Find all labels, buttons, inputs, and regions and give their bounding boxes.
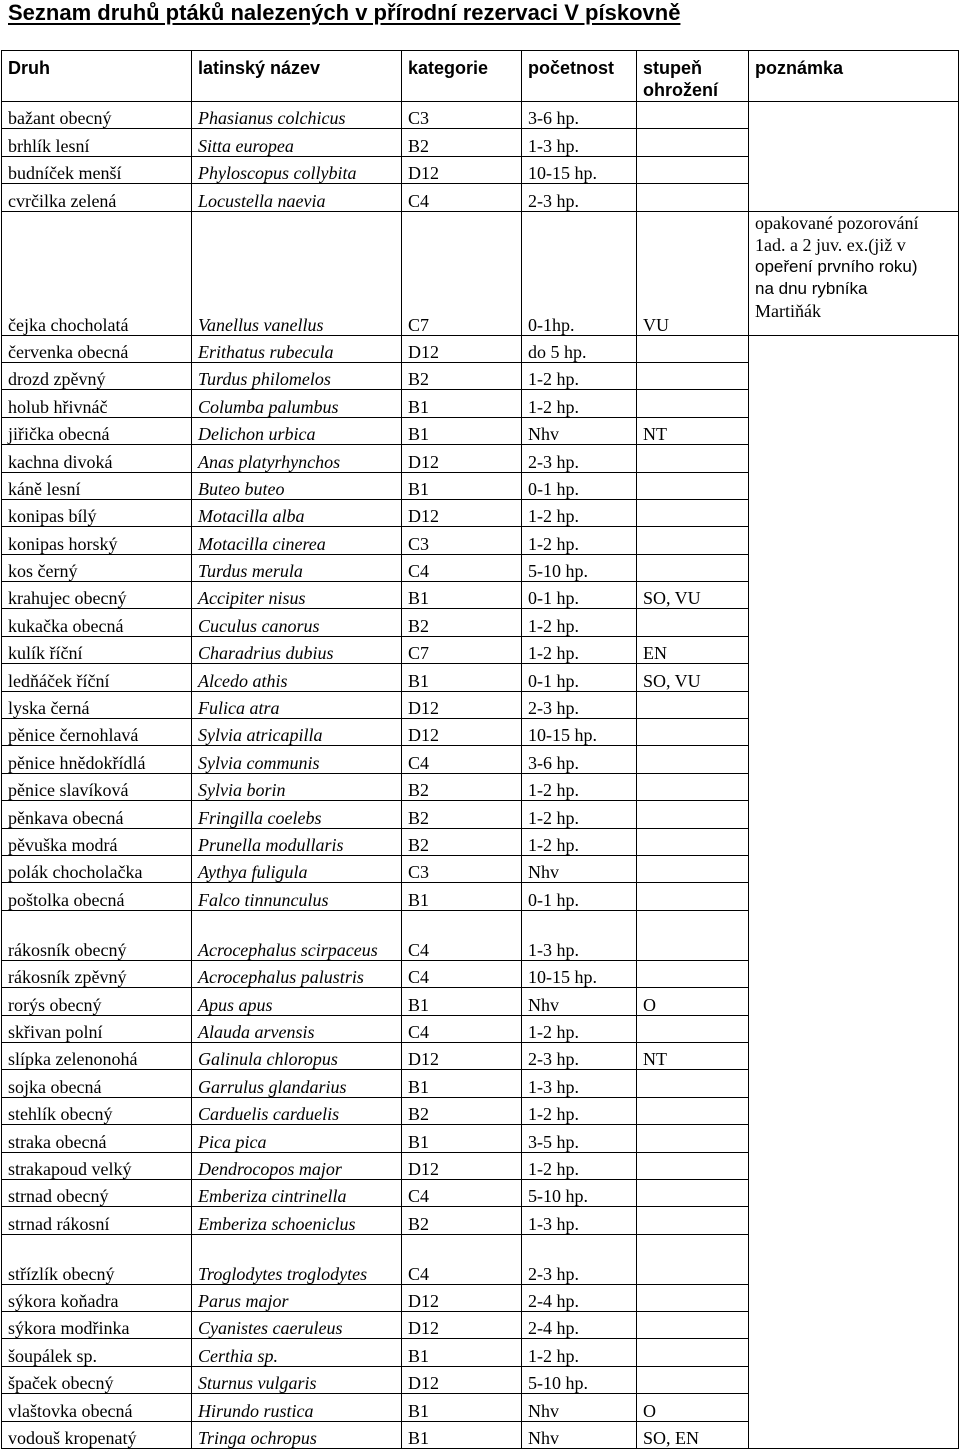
- cell-latin: Turdus philomelos: [192, 362, 402, 389]
- cell-ohrozeni: [637, 828, 749, 855]
- cell-pocetnost: 1-2 hp.: [522, 499, 637, 526]
- cell-pocetnost: 0-1 hp.: [522, 883, 637, 910]
- cell-kategorie: B2: [402, 129, 522, 156]
- cell-pocetnost: 1-3 hp.: [522, 1070, 637, 1097]
- cell-kategorie: B2: [402, 801, 522, 828]
- bird-species-table: [1, 50, 959, 1449]
- cell-pocetnost: do 5 hp.: [522, 335, 637, 362]
- cell-kategorie: C4: [402, 1015, 522, 1042]
- cell-poznamka: [749, 102, 959, 212]
- cell-latin: Buteo buteo: [192, 472, 402, 499]
- cell-druh: rákosník obecný: [2, 910, 192, 960]
- cell-pocetnost: Nhv: [522, 417, 637, 444]
- cell-ohrozeni: [637, 1339, 749, 1366]
- cell-latin: Motacilla alba: [192, 499, 402, 526]
- cell-latin: Carduelis carduelis: [192, 1097, 402, 1124]
- cell-druh: špaček obecný: [2, 1366, 192, 1393]
- cell-kategorie: D12: [402, 1366, 522, 1393]
- cell-latin: Certhia sp.: [192, 1339, 402, 1366]
- header-ohrozeni: stupeň ohrožení: [637, 51, 749, 102]
- cell-ohrozeni: [637, 499, 749, 526]
- cell-druh: strnad rákosní: [2, 1207, 192, 1234]
- cell-druh: kukačka obecná: [2, 609, 192, 636]
- cell-kategorie: D12: [402, 499, 522, 526]
- cell-druh: sýkora koňadra: [2, 1284, 192, 1311]
- cell-druh: červenka obecná: [2, 335, 192, 362]
- cell-ohrozeni: SO, EN: [637, 1421, 749, 1448]
- cell-pocetnost: 0-1hp.: [522, 211, 637, 335]
- cell-ohrozeni: VU: [637, 211, 749, 335]
- cell-latin: Troglodytes troglodytes: [192, 1234, 402, 1284]
- cell-kategorie: B2: [402, 773, 522, 800]
- cell-druh: konipas horský: [2, 527, 192, 554]
- table-row: [2, 335, 959, 362]
- cell-druh: poštolka obecná: [2, 883, 192, 910]
- cell-ohrozeni: [637, 1179, 749, 1206]
- cell-kategorie: D12: [402, 1042, 522, 1069]
- cell-druh: cvrčilka zelená: [2, 184, 192, 211]
- cell-druh: rákosník zpěvný: [2, 960, 192, 987]
- table-row: [2, 102, 959, 129]
- cell-kategorie: C4: [402, 554, 522, 581]
- cell-kategorie: B2: [402, 362, 522, 389]
- cell-latin: Locustella naevia: [192, 184, 402, 211]
- cell-latin: Parus major: [192, 1284, 402, 1311]
- cell-latin: Acrocephalus palustris: [192, 960, 402, 987]
- cell-kategorie: B1: [402, 472, 522, 499]
- cell-latin: Charadrius dubius: [192, 636, 402, 663]
- cell-pocetnost: 2-3 hp.: [522, 691, 637, 718]
- cell-ohrozeni: NT: [637, 1042, 749, 1069]
- cell-druh: drozd zpěvný: [2, 362, 192, 389]
- cell-kategorie: B2: [402, 1207, 522, 1234]
- cell-ohrozeni: [637, 691, 749, 718]
- cell-latin: Apus apus: [192, 988, 402, 1015]
- cell-pocetnost: Nhv: [522, 855, 637, 882]
- cell-latin: Aythya fuligula: [192, 855, 402, 882]
- cell-ohrozeni: [637, 554, 749, 581]
- cell-ohrozeni: [637, 129, 749, 156]
- header-latin: latinský název: [192, 51, 402, 102]
- cell-pocetnost: 2-3 hp.: [522, 184, 637, 211]
- cell-druh: čejka chocholatá: [2, 211, 192, 335]
- cell-latin: Alauda arvensis: [192, 1015, 402, 1042]
- cell-pocetnost: 1-3 hp.: [522, 1207, 637, 1234]
- cell-latin: Acrocephalus scirpaceus: [192, 910, 402, 960]
- cell-kategorie: C4: [402, 1234, 522, 1284]
- cell-ohrozeni: [637, 362, 749, 389]
- cell-druh: pěnice slavíková: [2, 773, 192, 800]
- cell-latin: Emberiza cintrinella: [192, 1179, 402, 1206]
- cell-ohrozeni: [637, 527, 749, 554]
- cell-druh: vodouš kropenatý: [2, 1421, 192, 1448]
- cell-latin: Sylvia communis: [192, 746, 402, 773]
- cell-druh: vlaštovka obecná: [2, 1394, 192, 1421]
- cell-pocetnost: 10-15 hp.: [522, 719, 637, 746]
- cell-kategorie: C4: [402, 910, 522, 960]
- header-pocetnost: početnost: [522, 51, 637, 102]
- cell-druh: jiřička obecná: [2, 417, 192, 444]
- cell-ohrozeni: SO, VU: [637, 664, 749, 691]
- cell-ohrozeni: NT: [637, 417, 749, 444]
- cell-latin: Cuculus canorus: [192, 609, 402, 636]
- cell-kategorie: B1: [402, 417, 522, 444]
- cell-druh: polák chocholačka: [2, 855, 192, 882]
- cell-druh: sojka obecná: [2, 1070, 192, 1097]
- cell-kategorie: B1: [402, 1339, 522, 1366]
- cell-kategorie: B1: [402, 988, 522, 1015]
- cell-kategorie: B1: [402, 664, 522, 691]
- document-title: Seznam druhů ptáků nalezených v přírodní rezervaci V pískovně: [8, 0, 681, 25]
- cell-kategorie: C4: [402, 184, 522, 211]
- cell-druh: skřivan polní: [2, 1015, 192, 1042]
- cell-ohrozeni: [637, 472, 749, 499]
- cell-pocetnost: 1-2 hp.: [522, 609, 637, 636]
- cell-druh: pěnice černohlavá: [2, 719, 192, 746]
- cell-latin: Tringa ochropus: [192, 1421, 402, 1448]
- cell-pocetnost: 1-2 hp.: [522, 1339, 637, 1366]
- cell-ohrozeni: [637, 910, 749, 960]
- cell-pocetnost: 0-1 hp.: [522, 664, 637, 691]
- cell-kategorie: D12: [402, 691, 522, 718]
- cell-latin: Delichon urbica: [192, 417, 402, 444]
- cell-pocetnost: 2-3 hp.: [522, 445, 637, 472]
- cell-pocetnost: 1-2 hp.: [522, 390, 637, 417]
- cell-kategorie: D12: [402, 1312, 522, 1339]
- cell-kategorie: C4: [402, 746, 522, 773]
- cell-latin: Fulica atra: [192, 691, 402, 718]
- cell-ohrozeni: [637, 746, 749, 773]
- cell-druh: sýkora modřinka: [2, 1312, 192, 1339]
- cell-ohrozeni: [637, 609, 749, 636]
- cell-pocetnost: 1-2 hp.: [522, 773, 637, 800]
- cell-pocetnost: 3-6 hp.: [522, 102, 637, 129]
- cell-ohrozeni: [637, 1097, 749, 1124]
- cell-druh: lyska černá: [2, 691, 192, 718]
- cell-latin: Emberiza schoeniclus: [192, 1207, 402, 1234]
- cell-pocetnost: 5-10 hp.: [522, 1179, 637, 1206]
- cell-druh: šoupálek sp.: [2, 1339, 192, 1366]
- cell-pocetnost: 2-4 hp.: [522, 1312, 637, 1339]
- cell-druh: bažant obecný: [2, 102, 192, 129]
- note-text: [755, 212, 952, 322]
- cell-latin: Dendrocopos major: [192, 1152, 402, 1179]
- cell-kategorie: C4: [402, 1179, 522, 1206]
- cell-druh: budníček menší: [2, 156, 192, 183]
- cell-ohrozeni: [637, 184, 749, 211]
- note-line: Martiňák: [755, 300, 821, 321]
- cell-ohrozeni: [637, 156, 749, 183]
- cell-latin: Turdus merula: [192, 554, 402, 581]
- cell-pocetnost: Nhv: [522, 1421, 637, 1448]
- cell-ohrozeni: [637, 883, 749, 910]
- cell-kategorie: C7: [402, 636, 522, 663]
- cell-pocetnost: 1-2 hp.: [522, 1152, 637, 1179]
- cell-druh: střízlík obecný: [2, 1234, 192, 1284]
- note-line: na dnu rybníka: [755, 278, 868, 298]
- cell-kategorie: D12: [402, 1152, 522, 1179]
- cell-latin: Sitta europea: [192, 129, 402, 156]
- cell-ohrozeni: [637, 1366, 749, 1393]
- header-kategorie: kategorie: [402, 51, 522, 102]
- cell-druh: kachna divoká: [2, 445, 192, 472]
- cell-ohrozeni: O: [637, 1394, 749, 1421]
- cell-kategorie: B1: [402, 582, 522, 609]
- cell-druh: strakapoud velký: [2, 1152, 192, 1179]
- cell-ohrozeni: [637, 1284, 749, 1311]
- cell-druh: strnad obecný: [2, 1179, 192, 1206]
- cell-pocetnost: 3-6 hp.: [522, 746, 637, 773]
- cell-ohrozeni: O: [637, 988, 749, 1015]
- cell-pocetnost: 1-2 hp.: [522, 362, 637, 389]
- table-row: [2, 211, 959, 335]
- cell-pocetnost: 1-3 hp.: [522, 129, 637, 156]
- cell-poznamka: [749, 335, 959, 1448]
- cell-kategorie: B1: [402, 1394, 522, 1421]
- cell-druh: ledňáček říční: [2, 664, 192, 691]
- cell-ohrozeni: [637, 773, 749, 800]
- cell-druh: pěvuška modrá: [2, 828, 192, 855]
- cell-druh: brhlík lesní: [2, 129, 192, 156]
- cell-ohrozeni: [637, 801, 749, 828]
- cell-latin: Erithatus rubecula: [192, 335, 402, 362]
- cell-ohrozeni: [637, 1207, 749, 1234]
- cell-ohrozeni: [637, 855, 749, 882]
- cell-pocetnost: 1-2 hp.: [522, 1015, 637, 1042]
- cell-latin: Vanellus vanellus: [192, 211, 402, 335]
- cell-pocetnost: 0-1 hp.: [522, 582, 637, 609]
- cell-pocetnost: 1-3 hp.: [522, 910, 637, 960]
- cell-pocetnost: Nhv: [522, 1394, 637, 1421]
- cell-latin: Hirundo rustica: [192, 1394, 402, 1421]
- cell-druh: slípka zelenonohá: [2, 1042, 192, 1069]
- note-line: opeření prvního roku): [755, 256, 918, 276]
- cell-pocetnost: 1-2 hp.: [522, 527, 637, 554]
- cell-latin: Galinula chloropus: [192, 1042, 402, 1069]
- cell-ohrozeni: SO, VU: [637, 582, 749, 609]
- cell-kategorie: D12: [402, 1284, 522, 1311]
- cell-pocetnost: 10-15 hp.: [522, 960, 637, 987]
- cell-latin: Phasianus colchicus: [192, 102, 402, 129]
- cell-kategorie: D12: [402, 335, 522, 362]
- cell-kategorie: B2: [402, 609, 522, 636]
- cell-latin: Garrulus glandarius: [192, 1070, 402, 1097]
- cell-kategorie: B1: [402, 883, 522, 910]
- cell-ohrozeni: [637, 390, 749, 417]
- cell-ohrozeni: [637, 1312, 749, 1339]
- cell-ohrozeni: EN: [637, 636, 749, 663]
- cell-ohrozeni: [637, 445, 749, 472]
- cell-druh: holub hřivnáč: [2, 390, 192, 417]
- cell-pocetnost: 10-15 hp.: [522, 156, 637, 183]
- cell-ohrozeni: [637, 1125, 749, 1152]
- cell-druh: pěnice hnědokřídlá: [2, 746, 192, 773]
- cell-latin: Falco tinnunculus: [192, 883, 402, 910]
- cell-pocetnost: 1-2 hp.: [522, 801, 637, 828]
- note-line: 1ad. a 2 juv. ex.(již v: [755, 234, 906, 255]
- cell-pocetnost: 2-4 hp.: [522, 1284, 637, 1311]
- cell-pocetnost: 3-5 hp.: [522, 1125, 637, 1152]
- cell-latin: Prunella modullaris: [192, 828, 402, 855]
- cell-ohrozeni: [637, 719, 749, 746]
- cell-latin: Alcedo athis: [192, 664, 402, 691]
- cell-pocetnost: 1-2 hp.: [522, 636, 637, 663]
- cell-latin: Sturnus vulgaris: [192, 1366, 402, 1393]
- cell-ohrozeni: [637, 960, 749, 987]
- cell-ohrozeni: [637, 1070, 749, 1097]
- cell-druh: pěnkava obecná: [2, 801, 192, 828]
- cell-druh: konipas bílý: [2, 499, 192, 526]
- cell-kategorie: C3: [402, 102, 522, 129]
- cell-pocetnost: 1-2 hp.: [522, 1097, 637, 1124]
- cell-latin: Phyloscopus collybita: [192, 156, 402, 183]
- cell-kategorie: C3: [402, 527, 522, 554]
- cell-kategorie: B1: [402, 1125, 522, 1152]
- cell-ohrozeni: [637, 1234, 749, 1284]
- cell-latin: Cyanistes caeruleus: [192, 1312, 402, 1339]
- cell-kategorie: B1: [402, 390, 522, 417]
- cell-latin: Fringilla coelebs: [192, 801, 402, 828]
- cell-kategorie: B2: [402, 1097, 522, 1124]
- cell-druh: stehlík obecný: [2, 1097, 192, 1124]
- cell-kategorie: D12: [402, 445, 522, 472]
- cell-kategorie: D12: [402, 719, 522, 746]
- cell-druh: kos černý: [2, 554, 192, 581]
- cell-kategorie: B2: [402, 828, 522, 855]
- cell-latin: Sylvia borin: [192, 773, 402, 800]
- cell-ohrozeni: [637, 335, 749, 362]
- cell-druh: káně lesní: [2, 472, 192, 499]
- cell-pocetnost: Nhv: [522, 988, 637, 1015]
- cell-kategorie: B1: [402, 1421, 522, 1448]
- cell-kategorie: B1: [402, 1070, 522, 1097]
- cell-pocetnost: 1-2 hp.: [522, 828, 637, 855]
- header-poznamka: poznámka: [749, 51, 959, 102]
- table-header-row: [2, 51, 959, 102]
- cell-ohrozeni: [637, 1015, 749, 1042]
- cell-kategorie: C7: [402, 211, 522, 335]
- cell-ohrozeni: [637, 102, 749, 129]
- cell-latin: Anas platyrhynchos: [192, 445, 402, 472]
- cell-pocetnost: 5-10 hp.: [522, 554, 637, 581]
- cell-druh: straka obecná: [2, 1125, 192, 1152]
- cell-latin: Pica pica: [192, 1125, 402, 1152]
- cell-kategorie: C3: [402, 855, 522, 882]
- cell-ohrozeni: [637, 1152, 749, 1179]
- cell-druh: rorýs obecný: [2, 988, 192, 1015]
- cell-pocetnost: 2-3 hp.: [522, 1234, 637, 1284]
- cell-druh: krahujec obecný: [2, 582, 192, 609]
- cell-druh: kulík říční: [2, 636, 192, 663]
- cell-latin: Sylvia atricapilla: [192, 719, 402, 746]
- cell-latin: Motacilla cinerea: [192, 527, 402, 554]
- note-line: opakované pozorování: [755, 212, 919, 233]
- cell-poznamka-cejka: [749, 211, 959, 335]
- cell-kategorie: C4: [402, 960, 522, 987]
- cell-pocetnost: 0-1 hp.: [522, 472, 637, 499]
- cell-pocetnost: 2-3 hp.: [522, 1042, 637, 1069]
- cell-latin: Accipiter nisus: [192, 582, 402, 609]
- cell-pocetnost: 5-10 hp.: [522, 1366, 637, 1393]
- header-druh: Druh: [2, 51, 192, 102]
- cell-kategorie: D12: [402, 156, 522, 183]
- cell-latin: Columba palumbus: [192, 390, 402, 417]
